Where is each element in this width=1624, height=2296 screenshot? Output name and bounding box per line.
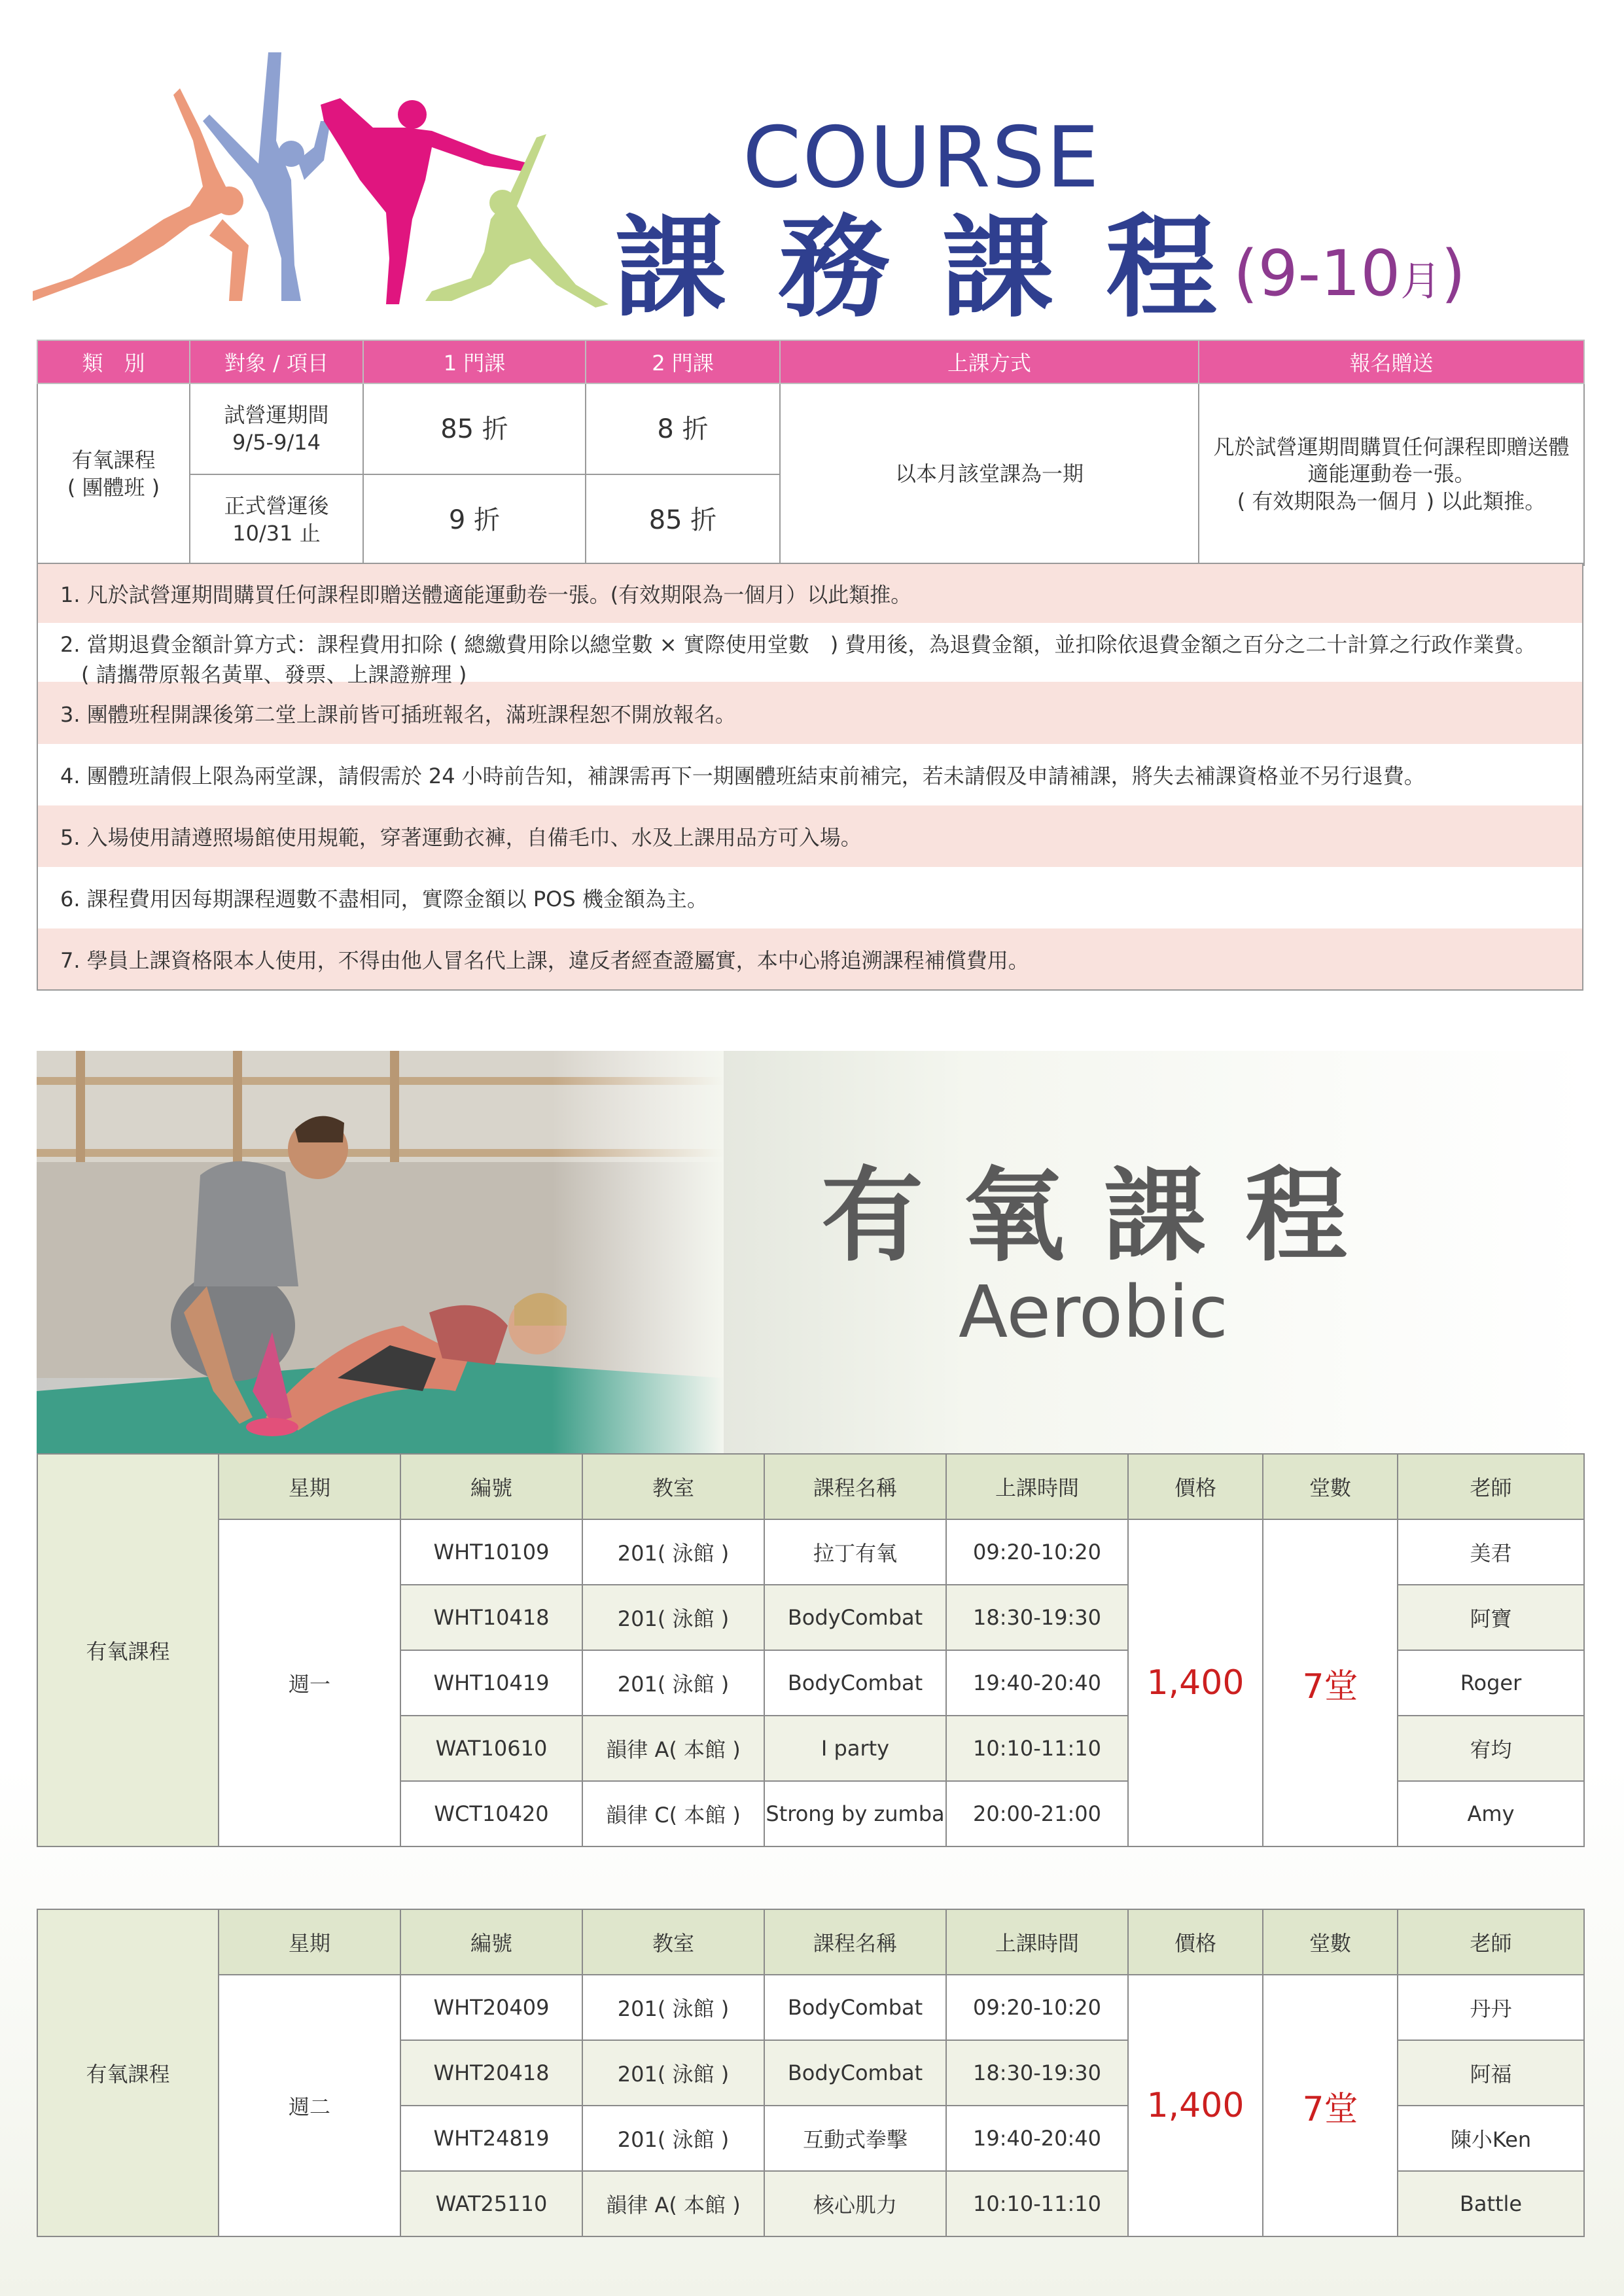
course-code: WCT10420 <box>400 1781 582 1846</box>
course-time: 20:00-21:00 <box>946 1781 1128 1846</box>
aerobic-title-english: Aerobic <box>959 1270 1228 1354</box>
course-sessions: 7堂 <box>1263 1519 1398 1846</box>
pricing-two-courses: 85 折 <box>586 474 780 565</box>
course-code: WHT10419 <box>400 1650 582 1716</box>
header-price: 價格 <box>1128 1454 1263 1519</box>
note-item: 4. 團體班請假上限為兩堂課，請假需於 24 小時前告知，補課需再下一期團體班結束前補完，若未請假及申請補課，將失去補課資格並不另行退費。 <box>38 744 1582 805</box>
course-code: WHT10418 <box>400 1585 582 1650</box>
course-title-chinese: 課務課程 <box>615 203 1270 333</box>
blue-yoga-figure <box>203 52 330 301</box>
table-row <box>37 1519 1584 1585</box>
header-two-courses: 2 門課 <box>586 340 780 383</box>
course-teacher: 丹丹 <box>1398 1975 1584 2040</box>
course-room: 韻律 A( 本館 ) <box>582 2171 764 2236</box>
course-price: 1,400 <box>1128 1975 1263 2236</box>
course-teacher: 陳小Ken <box>1398 2106 1584 2171</box>
pricing-one-course: 85 折 <box>363 383 586 474</box>
table-row <box>37 1975 1584 2040</box>
schedule-table-tuesday <box>37 1909 1585 2237</box>
schedule-table-monday <box>37 1453 1585 1847</box>
header-teacher: 老師 <box>1398 1909 1584 1975</box>
course-room: 201( 泳館 ) <box>582 1519 764 1585</box>
schedule-category-cell <box>37 1909 219 2236</box>
header-teacher: 老師 <box>1398 1454 1584 1519</box>
pricing-category: 有氧課程 ( 團體班 ) <box>37 383 190 565</box>
header-course-name: 課程名稱 <box>764 1454 946 1519</box>
course-name: BodyCombat <box>764 2040 946 2106</box>
note-item: 5. 入場使用請遵照場館使用規範，穿著運動衣褲，自備毛巾、水及上課用品方可入場。 <box>38 805 1582 867</box>
header-room: 教室 <box>582 1454 764 1519</box>
header-code: 編號 <box>400 1454 582 1519</box>
course-time: 19:40-20:40 <box>946 2106 1128 2171</box>
schedule-day: 週二 <box>219 1975 400 2236</box>
course-teacher: Roger <box>1398 1650 1584 1716</box>
header-time: 上課時間 <box>946 1909 1128 1975</box>
course-name: BodyCombat <box>764 1975 946 2040</box>
course-name: 拉丁有氧 <box>764 1519 946 1585</box>
course-time: 18:30-19:30 <box>946 1585 1128 1650</box>
pricing-table <box>37 340 1585 566</box>
schedule-day: 週一 <box>219 1519 400 1846</box>
pricing-method: 以本月該堂課為一期 <box>780 383 1199 565</box>
course-room: 201( 泳館 ) <box>582 2040 764 2106</box>
course-name: 核心肌力 <box>764 2171 946 2236</box>
note-item: 6. 課程費用因每期課程週數不盡相同，實際金額以 POS 機金額為主。 <box>38 867 1582 928</box>
course-title-english: COURSE <box>743 109 1101 207</box>
header-room: 教室 <box>582 1909 764 1975</box>
period-close: ) <box>1441 237 1466 310</box>
schedule-header-row <box>37 1909 1584 1975</box>
header-method: 上課方式 <box>780 340 1199 383</box>
header-one-course: 1 門課 <box>363 340 586 383</box>
course-period <box>1233 237 1466 310</box>
schedule-category-cell <box>37 1454 219 1846</box>
course-name: BodyCombat <box>764 1585 946 1650</box>
pricing-two-courses: 8 折 <box>586 383 780 474</box>
pricing-row-trial <box>37 383 1584 474</box>
course-sessions: 7堂 <box>1263 1975 1398 2236</box>
course-teacher: 阿福 <box>1398 2040 1584 2106</box>
course-time: 10:10-11:10 <box>946 1716 1128 1781</box>
pricing-header-row <box>37 340 1584 383</box>
period-month: 月 <box>1400 257 1441 305</box>
course-room: 201( 泳館 ) <box>582 2106 764 2171</box>
header-day: 星期 <box>219 1454 400 1519</box>
course-teacher: 美君 <box>1398 1519 1584 1585</box>
green-yoga-figure <box>425 134 609 308</box>
header-gift: 報名贈送 <box>1199 340 1584 383</box>
schedule-category: 有氧課程 <box>86 2062 170 2087</box>
note-item: 1. 凡於試營運期間購買任何課程即贈送體適能運動卷一張。(有效期限為一個月）以此類推。 <box>38 564 1582 623</box>
header-time: 上課時間 <box>946 1454 1128 1519</box>
note-item: 3. 團體班程開課後第二堂上課前皆可插班報名，滿班課程恕不開放報名。 <box>38 682 1582 744</box>
pricing-target: 正式營運後 10/31 止 <box>190 474 363 565</box>
pricing-gift: 凡於試營運期間購買任何課程即贈送體 適能運動卷一張。 ( 有效期限為一個月 ) 以此類推。 <box>1199 383 1584 565</box>
pricing-one-course: 9 折 <box>363 474 586 565</box>
header-sessions: 堂數 <box>1263 1454 1398 1519</box>
period-open: (9-10 <box>1233 237 1401 310</box>
course-time: 19:40-20:40 <box>946 1650 1128 1716</box>
header-price: 價格 <box>1128 1909 1263 1975</box>
note-item: 7. 學員上課資格限本人使用，不得由他人冒名代上課，違反者經查證屬實，本中心將追溯課程補償費用。 <box>38 928 1582 989</box>
course-room: 201( 泳館 ) <box>582 1650 764 1716</box>
course-price: 1,400 <box>1128 1519 1263 1846</box>
course-name: 互動式拳擊 <box>764 2106 946 2171</box>
course-code: WHT10109 <box>400 1519 582 1585</box>
schedule-category: 有氧課程 <box>86 1638 170 1664</box>
course-name: BodyCombat <box>764 1650 946 1716</box>
header-day: 星期 <box>219 1909 400 1975</box>
course-code: WHT20409 <box>400 1975 582 2040</box>
schedule-header-row <box>37 1454 1584 1519</box>
course-name: Strong by zumba <box>764 1781 946 1846</box>
notes-list <box>37 563 1583 991</box>
header-course-name: 課程名稱 <box>764 1909 946 1975</box>
header-category: 類 別 <box>37 340 190 383</box>
pricing-target: 試營運期間 9/5-9/14 <box>190 383 363 474</box>
header-sessions: 堂數 <box>1263 1909 1398 1975</box>
orange-yoga-figure <box>33 88 249 301</box>
course-code: WHT24819 <box>400 2106 582 2171</box>
course-time: 09:20-10:20 <box>946 1975 1128 2040</box>
course-teacher: Amy <box>1398 1781 1584 1846</box>
course-teacher: Battle <box>1398 2171 1584 2236</box>
course-code: WAT25110 <box>400 2171 582 2236</box>
course-time: 09:20-10:20 <box>946 1519 1128 1585</box>
course-room: 201( 泳館 ) <box>582 1975 764 2040</box>
course-room: 201( 泳館 ) <box>582 1585 764 1650</box>
course-teacher: 阿寶 <box>1398 1585 1584 1650</box>
header-code: 編號 <box>400 1909 582 1975</box>
course-room: 韻律 A( 本館 ) <box>582 1716 764 1781</box>
course-time: 18:30-19:30 <box>946 2040 1128 2106</box>
course-room: 韻律 C( 本館 ) <box>582 1781 764 1846</box>
aerobic-title-chinese: 有氧課程 <box>821 1156 1386 1275</box>
note-item: 2. 當期退費金額計算方式：課程費用扣除 ( 總繳費用除以總堂數 × 實際使用堂數 ) 費用後，為退費金額，並扣除依退費金額之百分之二十計算之行政作業費。 ( 請攜帶原報名黃單、發票、上課證辦理 ) <box>38 623 1582 682</box>
course-time: 10:10-11:10 <box>946 2171 1128 2236</box>
header-target: 對象 / 項目 <box>190 340 363 383</box>
workout-photo <box>37 1051 724 1454</box>
yoga-silhouettes-illustration <box>33 49 609 311</box>
course-code: WAT10610 <box>400 1716 582 1781</box>
course-name: I party <box>764 1716 946 1781</box>
course-code: WHT20418 <box>400 2040 582 2106</box>
course-teacher: 宥均 <box>1398 1716 1584 1781</box>
